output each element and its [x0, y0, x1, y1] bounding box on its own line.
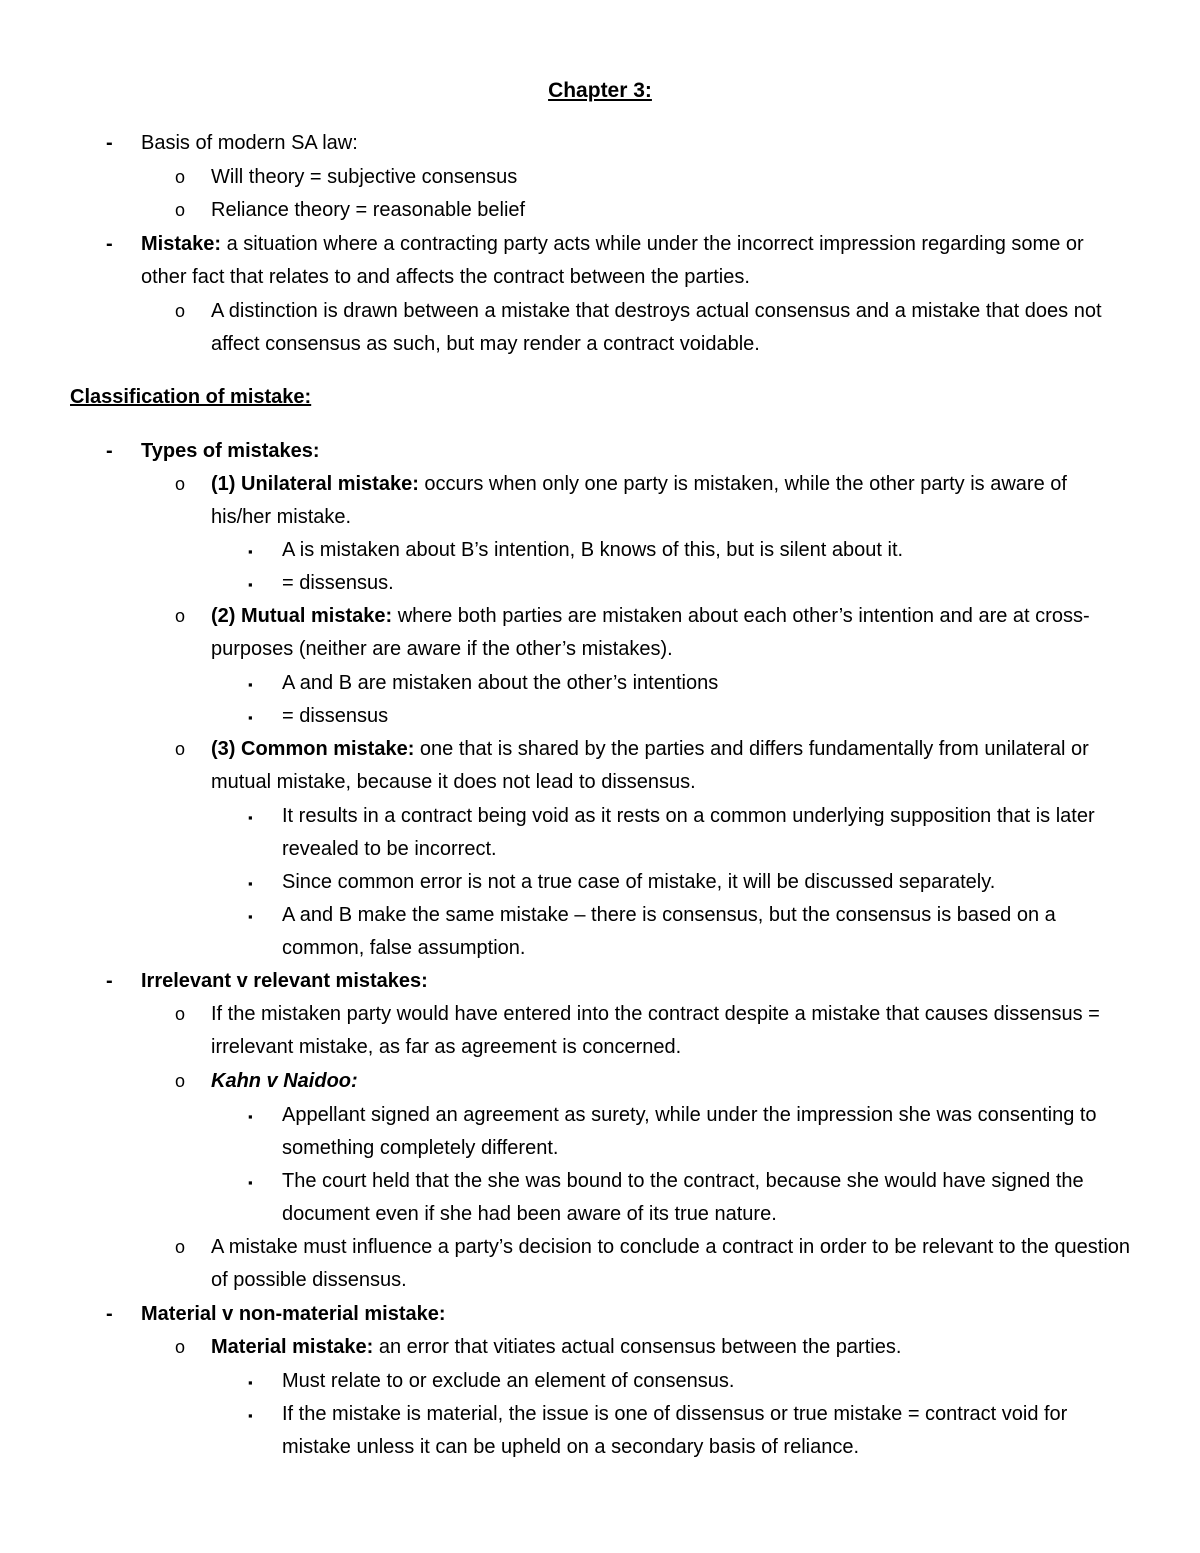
mutual-point-1: A and B are mistaken about the other’s intentions	[282, 672, 719, 694]
square-marker: ▪	[248, 876, 253, 891]
point-case-1	[248, 1099, 1132, 1165]
square-marker: ▪	[248, 1175, 253, 1190]
distinction-text: A distinction is drawn between a mistake that destroys actual consensus and a mistake that does not affect consensus as such, but may render a contract voidable.	[211, 300, 1102, 355]
reliance-theory-text: Reliance theory = reasonable belief	[211, 199, 526, 221]
point-common-2	[248, 866, 1132, 899]
case-point-1: Appellant signed an agreement as surety, while under the impression she was consenting to something completely different.	[282, 1104, 1097, 1159]
case-name: Kahn v Naidoo:	[211, 1070, 358, 1092]
sub-bullet-irrelevant	[175, 998, 1131, 1064]
circle-marker: o	[175, 1337, 186, 1357]
sub-bullet-material-mistake	[175, 1331, 1131, 1364]
sub-bullet-relevant	[175, 1231, 1131, 1297]
common-point-2: Since common error is not a true case of mistake, it will be discussed separately.	[282, 871, 996, 893]
mutual-term: (2) Mutual mistake:	[211, 605, 393, 627]
material-text: an error that vitiates actual consensus between the parties.	[373, 1336, 902, 1358]
point-material-1	[248, 1365, 1132, 1398]
material-point-1: Must relate to or exclude an element of consensus.	[282, 1370, 735, 1392]
common-point-1: It results in a contract being void as it rests on a common underlying supposition that is later revealed to be incorrect.	[282, 805, 1095, 860]
dash-marker: -	[106, 132, 113, 154]
circle-marker: o	[175, 739, 186, 759]
relevant-text: A mistake must influence a party’s decision to conclude a contract in order to be relevant to the question of possible dissensus.	[211, 1236, 1131, 1291]
sub-bullet-case	[175, 1065, 1131, 1098]
dash-marker: -	[106, 233, 113, 255]
bullet-basis	[106, 127, 1131, 160]
square-marker: ▪	[248, 1109, 253, 1124]
sub-bullet-mutual	[175, 600, 1131, 666]
unilateral-text: occurs when only one party is mistaken, while the other party is aware of his/her mistake.	[211, 473, 1067, 528]
sub-bullet-distinction	[175, 295, 1131, 361]
circle-marker: o	[175, 301, 186, 321]
relevance-label: Irrelevant v relevant mistakes:	[141, 970, 428, 992]
material-term: Material mistake:	[211, 1336, 374, 1358]
common-term: (3) Common mistake:	[211, 738, 415, 760]
point-unilateral-1	[248, 534, 1132, 567]
square-marker: ▪	[248, 710, 253, 725]
square-marker: ▪	[248, 1375, 253, 1390]
sub-bullet-reliance-theory	[175, 194, 1131, 227]
sub-bullet-will-theory	[175, 161, 1131, 194]
case-point-2: The court held that the she was bound to the contract, because she would have signed the document even if she had been aware of its true nature.	[282, 1170, 1084, 1225]
unilateral-term: (1) Unilateral mistake:	[211, 473, 419, 495]
dash-marker: -	[106, 970, 113, 992]
common-text: one that is shared by the parties and differs fundamentally from unilateral or mutual mistake, because it does not lead to dissensus.	[211, 738, 1089, 793]
dash-marker: -	[106, 1303, 113, 1325]
page-title: Chapter 3:	[548, 79, 652, 102]
sub-bullet-common	[175, 733, 1131, 799]
square-marker: ▪	[248, 810, 253, 825]
circle-marker: o	[175, 606, 186, 626]
point-material-2	[248, 1398, 1132, 1464]
mutual-text: where both parties are mistaken about each other’s intention and are at cross-purposes (neither are aware if the other’s mistakes).	[211, 605, 1090, 660]
bullet-mistake	[106, 228, 1131, 294]
circle-marker: o	[175, 1004, 186, 1024]
point-common-3	[248, 899, 1132, 965]
irrelevant-text: If the mistaken party would have entered into the contract despite a mistake that causes dissensus = irrelevant mistake, as far as agreement is concerned.	[211, 1003, 1100, 1058]
bullet-material	[106, 1298, 1131, 1331]
square-marker: ▪	[248, 677, 253, 692]
square-marker: ▪	[248, 909, 253, 924]
types-label: Types of mistakes:	[141, 440, 320, 462]
square-marker: ▪	[248, 544, 253, 559]
section-heading-classification: Classification of mistake:	[70, 386, 312, 408]
common-point-3: A and B make the same mistake – there is consensus, but the consensus is based on a common, false assumption.	[282, 904, 1056, 959]
material-point-2: If the mistake is material, the issue is one of dissensus or true mistake = contract void for mistake unless it can be upheld on a secondary basis of reliance.	[282, 1403, 1068, 1458]
unilateral-point-1: A is mistaken about B’s intention, B knows of this, but is silent about it.	[282, 539, 904, 561]
point-common-1	[248, 800, 1132, 866]
point-mutual-2	[248, 700, 1132, 733]
circle-marker: o	[175, 167, 186, 187]
mistake-term: Mistake:	[141, 233, 222, 255]
sub-bullet-unilateral	[175, 468, 1131, 534]
circle-marker: o	[175, 1237, 186, 1257]
mutual-point-2: = dissensus	[282, 705, 389, 727]
point-case-2	[248, 1165, 1132, 1231]
basis-label: Basis of modern SA law:	[141, 132, 358, 154]
square-marker: ▪	[248, 1408, 253, 1423]
point-unilateral-2	[248, 567, 1132, 600]
circle-marker: o	[175, 200, 186, 220]
circle-marker: o	[175, 1071, 186, 1091]
circle-marker: o	[175, 474, 186, 494]
dash-marker: -	[106, 440, 113, 462]
will-theory-text: Will theory = subjective consensus	[211, 166, 518, 188]
material-label: Material v non-material mistake:	[141, 1303, 446, 1325]
square-marker: ▪	[248, 577, 253, 592]
point-mutual-1	[248, 667, 1132, 700]
mistake-definition: a situation where a contracting party acts while under the incorrect impression regarding some or other fact that relates to and affects the contract between the parties.	[141, 233, 1084, 288]
bullet-relevance	[106, 965, 1131, 998]
unilateral-point-2: = dissensus.	[282, 572, 394, 594]
bullet-types	[106, 435, 1131, 468]
